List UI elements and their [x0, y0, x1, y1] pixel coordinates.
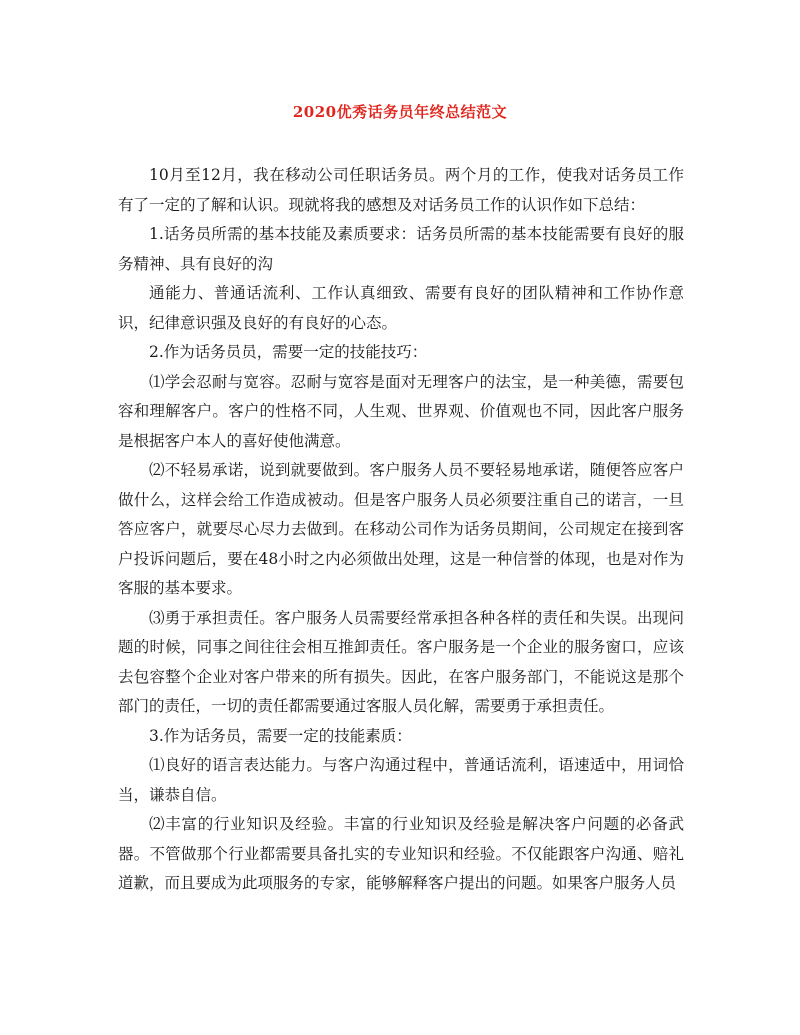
paragraph-section-3-heading: 3.作为话务员，需要一定的技能素质： — [149, 726, 412, 745]
paragraph-section-2-item-3: ⑶勇于承担责任。客户服务人员需要经常承担各种各样的责任和失误。出现问题的时候，同事之间往往会相互推卸责任。客户服务是一个企业的服务窗口，应该去包容整个企业对客户带来的所有损失。因此，在客户服务部门，不能说这是那个部门的责任，一切的责任都需要通过客服人员化解，需要勇于承担责任。 — [118, 608, 684, 715]
paragraph-section-1: 1.话务员所需的基本技能及素质要求：话务员所需的基本技能需要有良好的服务精神、具有良好的沟 — [118, 225, 684, 273]
paragraph-section-1-continued: 通能力、普通话流利、工作认真细致、需要有良好的团队精神和工作协作意识，纪律意识强及良好的有良好的心态。 — [118, 284, 684, 332]
paragraph-section-3-item-1: ⑴良好的语言表达能力。与客户沟通过程中，普通话流利，语速适中，用词恰当，谦恭自信。 — [118, 756, 684, 804]
paragraph-intro: 10月至12月，我在移动公司任职话务员。两个月的工作，使我对话务员工作有了一定的了解和认识。现就将我的感想及对话务员工作的认识作如下总结： — [118, 166, 684, 214]
document-body — [118, 161, 684, 899]
paragraph-section-2-heading: 2.作为话务员员，需要一定的技能技巧： — [149, 343, 428, 361]
paragraph-section-2-item-2: ⑵不轻易承诺，说到就要做到。客户服务人员不要轻易地承诺，随便答应客户做什么，这样会给工作造成被动。但是客户服务人员必须要注重自己的诺言，一旦答应客户，就要尽心尽力去做到。在移动公司作为话务员期间，公司规定在接到客户投诉问题后，要在48小时之内必须做出处理，这是一种信誉的体现，也是对作为客服的基本要求。 — [118, 461, 684, 597]
document-title: 2020优秀话务员年终总结范文 — [292, 103, 508, 121]
paragraph-section-2-item-1: ⑴学会忍耐与宽容。忍耐与宽容是面对无理客户的法宝，是一种美德，需要包容和理解客户。客户的性格不同，人生观、世界观、价值观也不同，因此客户服务是根据客户本人的喜好使他满意。 — [118, 372, 684, 450]
paragraph-section-3-item-2: ⑵丰富的行业知识及经验。丰富的行业知识及经验是解决客户问题的必备武器。不管做那个行业都需要具备扎实的专业知识和经验。不仅能跟客户沟通、赔礼道歉，而且要成为此项服务的专家，能够解释客户提出的问题。如果客户服务人员 — [118, 815, 684, 892]
